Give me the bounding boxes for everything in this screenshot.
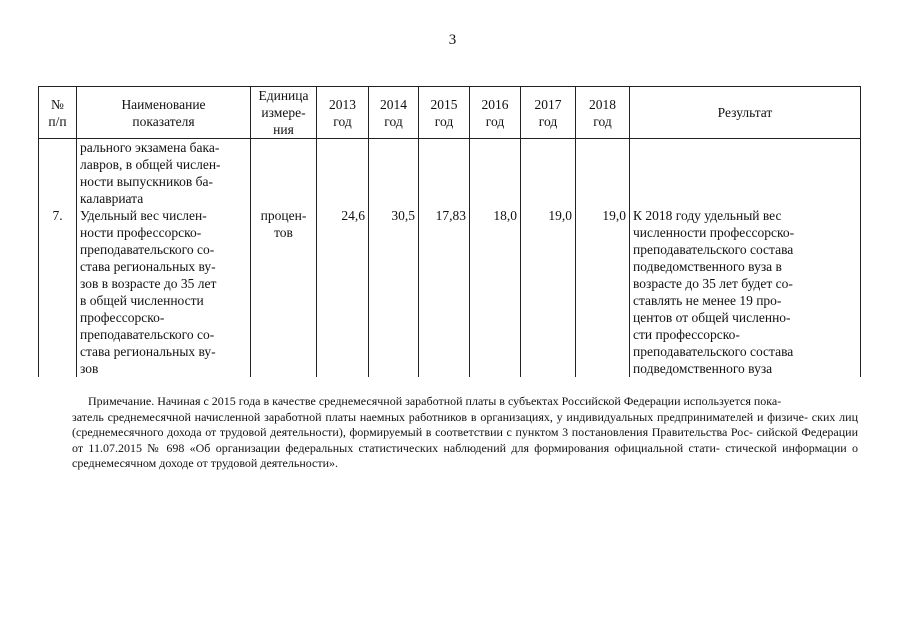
header-year-2013: 2013 год [317,87,369,139]
footnote-line: стической информации о среднемесячном доходе от трудовой деятельности». [72,440,858,470]
indicators-table [38,86,861,377]
table-row-continuation [39,139,861,208]
row7-name-cell: Удельный вес числен- ности профессорско- преподавательского со- става региональных ву- зов в возрасте до 35 лет в общей численности профессорско- преподавательского со- става региональных ву- зов [77,207,251,377]
header-unit: Единица измере- ния [251,87,317,139]
header-year-2017: 2017 год [521,87,576,139]
header-result: Результат [630,87,861,139]
table-header-row [39,87,861,139]
footnote-line: ских лиц (среднемесячного дохода от трудовой деятельности), формируемый в соответствии с пунктом 3 постановления Правительства Рос- [72,409,858,439]
header-year-2014: 2014 год [369,87,419,139]
header-indicator-name: Наименование показателя [77,87,251,139]
row7-value-2016: 18,0 [470,207,521,377]
header-year-2018: 2018 год [576,87,630,139]
footnote-line: Примечание. Начиная с 2015 года в качестве среднемесячной заработной платы в субъектах Российской Федерации используется пока- [88,394,782,408]
footnote-line: сийской Федерации от 11.07.2015 № 698 «Об организации федеральных статистических наблюдений для формирования официальной стати- [72,425,859,455]
table-row-7 [39,207,861,377]
row7-value-2017: 19,0 [521,207,576,377]
header-year-2015: 2015 год [419,87,470,139]
row-number: 7. [39,207,77,377]
header-no: № п/п [39,87,77,139]
row7-value-2018: 19,0 [576,207,630,377]
row7-result-cell: К 2018 году удельный вес численности профессорско- преподавательского состава подведомственного вуза в возрасте до 35 лет будет со- ставлять не менее 19 про- центов от общей численно- сти профессорско- преподавательского состава подведомственного вуза [630,207,861,377]
header-year-2016: 2016 год [470,87,521,139]
page-number: 3 [448,32,457,48]
row7-value-2014: 30,5 [369,207,419,377]
row7-value-2013: 24,6 [317,207,369,377]
footnote [72,394,858,472]
row7-unit-cell: процен- тов [251,207,317,377]
footnote-line: затель среднемесячной начисленной заработной платы наемных работников в организациях, у индивидуальных предпринимателей и физиче- [72,409,808,424]
row7-value-2015: 17,83 [419,207,470,377]
continuation-name-cell: рального экзамена бака- лавров, в общей числен- ности выпускников ба- калавриата [77,139,251,208]
